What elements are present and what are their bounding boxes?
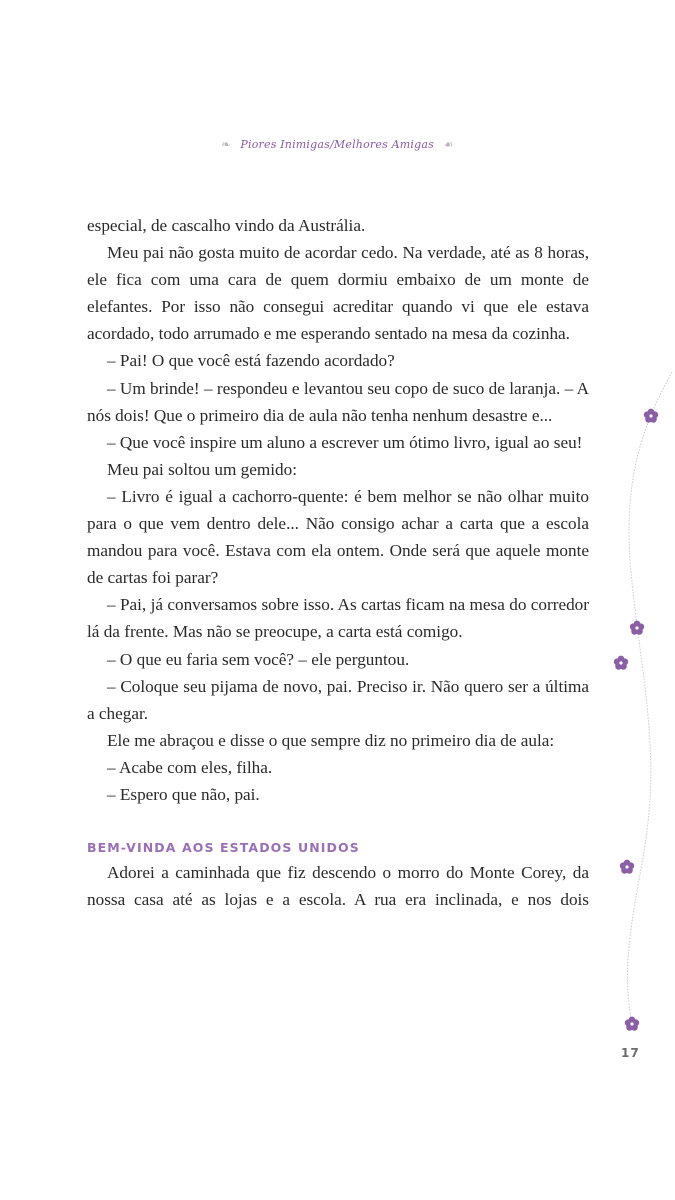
- book-title: Piores Inimigas/Melhores Amigas: [240, 138, 434, 151]
- paragraph: Meu pai não gosta muito de acordar cedo. Na verdade, até as 8 horas, ele fica com uma cara de quem dormiu embaixo de um monte de elefantes. Por isso não consegui acreditar quando vi que ele estava acordado, todo arrumado e me esperando sentado na mesa da cozinha.: [87, 243, 589, 344]
- section-heading: BEM-VINDA AOS ESTADOS UNIDOS: [87, 840, 360, 856]
- paragraph: Meu pai soltou um gemido:: [107, 459, 298, 479]
- paragraph: Ele me abraçou e disse o que sempre diz no primeiro dia de aula:: [107, 730, 555, 750]
- paragraph: – Espero que não, pai.: [107, 784, 260, 804]
- paragraph: – O que eu faria sem você? – ele perguntou.: [107, 649, 410, 669]
- left-ornament-icon: ❧: [221, 138, 231, 151]
- page-number: 17: [621, 1046, 640, 1060]
- running-header: [0, 138, 675, 151]
- paragraph: Adorei a caminhada que fiz descendo o morro do Monte Corey, da nossa casa até as lojas e a escola. A rua era inclinada, e nos dois: [87, 863, 589, 910]
- paragraph: – Um brinde! – respondeu e levantou seu copo de suco de laranja. – A nós dois! Que o primeiro dia de aula não tenha nenhum desastre e...: [87, 378, 589, 425]
- paragraph: – Que você inspire um aluno a escrever um ótimo livro, igual ao seu!: [107, 432, 583, 452]
- flower-icon: [624, 1016, 640, 1032]
- flower-icon: [613, 655, 629, 671]
- paragraph: – Acabe com eles, filha.: [107, 757, 273, 777]
- paragraph: – Pai, já conversamos sobre isso. As cartas ficam na mesa do corredor lá da frente. Mas não se preocupe, a carta está comigo.: [87, 595, 589, 642]
- flower-icon: [629, 620, 645, 636]
- paragraph: – Coloque seu pijama de novo, pai. Preciso ir. Não quero ser a última a chegar.: [87, 676, 589, 723]
- right-ornament-icon: ☙: [443, 138, 454, 151]
- flower-icon: [619, 859, 635, 875]
- body-text: [87, 212, 589, 913]
- paragraph: – Livro é igual a cachorro-quente: é bem melhor se não olhar muito para o que vem dentro dele... Não consigo achar a carta que a escola mandou para você. Estava com ela ontem. Onde será que aquele monte de cartas foi parar?: [87, 486, 589, 588]
- paragraph: – Pai! O que você está fazendo acordado?: [107, 351, 395, 371]
- flower-icon: [643, 408, 659, 424]
- paragraph: especial, de cascalho vindo da Austrália.: [87, 216, 366, 235]
